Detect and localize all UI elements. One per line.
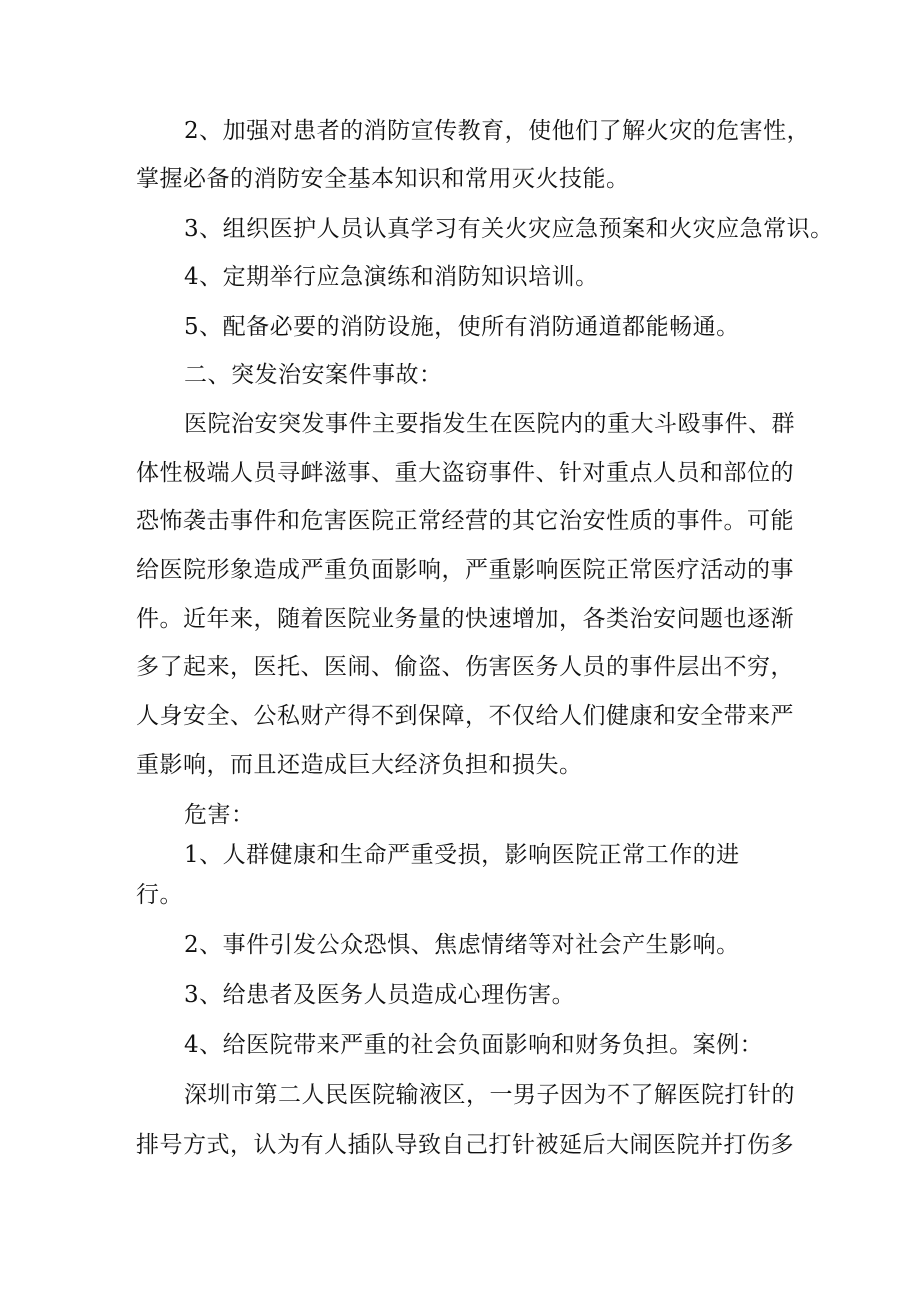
text-line: 行。 <box>136 882 183 908</box>
text-line: 体性极端人员寻衅滋事、重大盗窃事件、针对重点人员和部位的 <box>136 460 794 486</box>
text-line: 2、事件引发公众恐惧、焦虑情绪等对社会产生影响。 <box>184 932 740 958</box>
text-line: 掌握必备的消防安全基本知识和常用灭火技能。 <box>136 166 630 192</box>
text-line: 重影响，而且还造成巨大经济负担和损失。 <box>136 752 583 778</box>
text-line: 4、定期举行应急演练和消防知识培训。 <box>184 264 599 290</box>
section-heading: 二、突发治安案件事故： <box>184 362 443 388</box>
text-line: 恐怖袭击事件和危害医院正常经营的其它治安性质的事件。可能 <box>136 508 794 534</box>
text-line: 多了起来，医托、医闹、偷盗、伤害医务人员的事件层出不穷， <box>136 654 794 680</box>
subheading: 危害： <box>184 802 255 828</box>
text-line: 3、组织医护人员认真学习有关火灾应急预案和火灾应急常识。 <box>184 216 834 242</box>
text-line: 深圳市第二人民医院输液区，一男子因为不了解医院打针的 <box>184 1082 795 1108</box>
text-line: 1、人群健康和生命严重受损，影响医院正常工作的进 <box>184 842 740 868</box>
text-line: 医院治安突发事件主要指发生在医院内的重大斗殴事件、群 <box>184 411 795 437</box>
text-line: 5、配备必要的消防设施，使所有消防通道都能畅通。 <box>184 314 740 340</box>
text-line: 3、给患者及医务人员造成心理伤害。 <box>184 982 576 1008</box>
text-line: 2、加强对患者的消防宣传教育，使他们了解火灾的危害性， <box>184 118 811 144</box>
text-line: 给医院形象造成严重负面影响，严重影响医院正常医疗活动的事 <box>136 557 794 583</box>
text-line: 排号方式，认为有人插队导致自己打针被延后大闹医院并打伤多 <box>136 1132 794 1158</box>
text-line: 人身安全、公私财产得不到保障，不仅给人们健康和安全带来严 <box>136 703 794 729</box>
text-line: 4、给医院带来严重的社会负面影响和财务负担。案例： <box>184 1032 764 1058</box>
text-line: 件。近年来，随着医院业务量的快速增加，各类治安问题也逐渐 <box>136 606 794 632</box>
